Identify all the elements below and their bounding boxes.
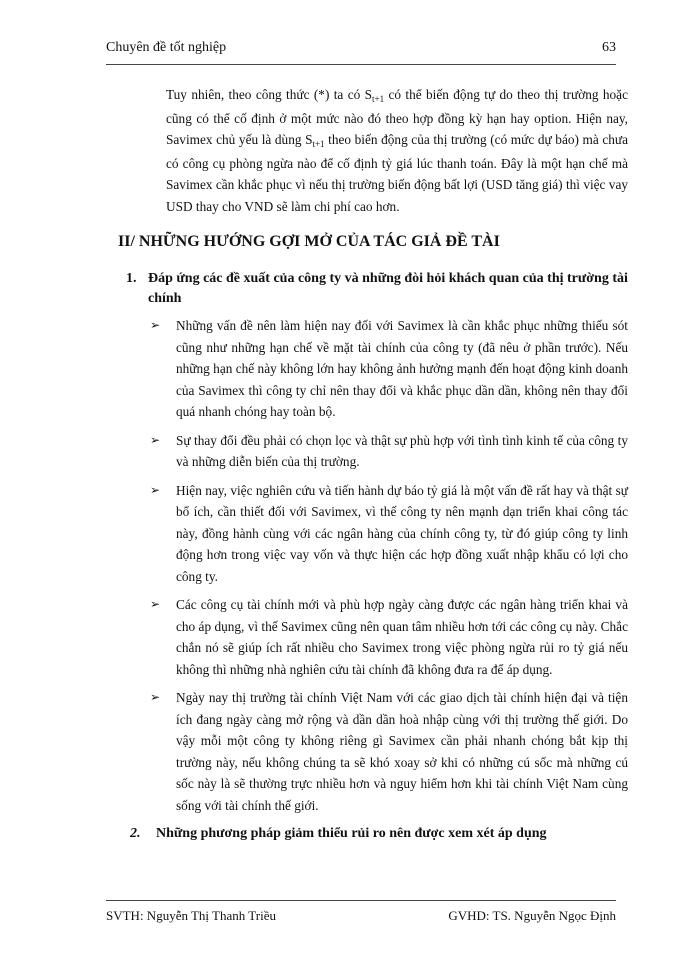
list-item	[112, 594, 628, 680]
bullet-text: Hiện nay, việc nghiên cứu và tiến hành dự báo tỷ giá là một vấn đề rất hay và thật sự bổ ích, cần thiết đối với Savimex, vì thế công ty nên mạnh dạn triển khai công tác này, đồng hành cùng với các ngân hàng của chính công ty, từ đó giúp công ty linh động hơn trong việc vay vốn và thực hiện các hợp đồng xuất nhập khẩu có lợi cho công ty.	[176, 482, 628, 584]
bullet-list	[112, 315, 628, 816]
student-name: SVTH: Nguyễn Thị Thanh Triều	[106, 908, 276, 923]
item-title: Đáp ứng các đề xuất của công ty và những đòi hỏi khách quan của thị trường tài chính	[148, 271, 628, 306]
list-item	[112, 430, 628, 473]
bullet-text: Những vấn đề nên làm hiện nay đối với Savimex là cần khắc phục những thiếu sót cũng như những hạn chế về mặt tài chính của công ty (đã nêu ở phần trước). Nếu những hạn chế này không lớn hay không ảnh hưởng mạnh đến hoạt động kinh doanh của Savimex thì công ty chỉ nên thay đổi và khắc phục dần dần, không nên thay đổi quá nhanh chóng hay toàn bộ.	[176, 318, 628, 419]
page-number: 63	[602, 40, 616, 55]
page-footer	[106, 900, 616, 927]
intro-text-1: Tuy nhiên, theo công thức (*) ta có S	[166, 87, 373, 102]
numbered-heading-1	[112, 269, 628, 309]
document-title: Chuyên đề tốt nghiệp	[106, 40, 227, 55]
list-item	[112, 315, 628, 423]
numbered-heading-2	[112, 824, 628, 844]
intro-paragraph	[166, 84, 628, 217]
subscript: t+1	[372, 94, 385, 104]
list-item	[112, 480, 628, 588]
arrow-bullet-icon: ➢	[150, 432, 161, 447]
list-item	[112, 687, 628, 816]
section-heading: II/ NHỮNG HƯỚNG GỢI MỞ CỦA TÁC GIẢ ĐỀ TÀI	[118, 233, 500, 250]
arrow-bullet-icon: ➢	[150, 482, 161, 497]
arrow-bullet-icon: ➢	[150, 597, 161, 611]
bullet-text: Sự thay đổi đều phải có chọn lọc và thật sự phù hợp với tình tình kinh tế của công ty và những diễn biến của thị trường.	[176, 432, 628, 469]
item-title: Những phương pháp giảm thiểu rủi ro nên được xem xét áp dụng	[156, 826, 547, 841]
page-header	[106, 38, 616, 65]
bullet-text: Ngày nay thị trường tài chính Việt Nam với các giao dịch tài chính hiện đại và tiện ích đang ngày càng mở rộng và dần dần hoà nhập cùng với thị trường thế giới. Do vậy mỗi một công ty không riêng gì Savimex cần phải nhanh chóng bắt kịp thị trường này, nếu không chúng ta sẽ khó xoay sở khi có những cú sốc mà những cú sốc này là sẽ thường trực nhiều hơn và nguy hiểm hơn khi tài chính Việt Nam cùng sống với tài chính thế giới.	[176, 690, 628, 813]
supervisor-name: GVHD: TS. Nguyễn Ngọc Định	[448, 908, 616, 923]
arrow-bullet-icon: ➢	[150, 318, 161, 332]
subscript: t+1	[312, 139, 325, 149]
intro-text-3: theo biến động của thị trường (có mức dự báo) mà chưa có công cụ phòng ngừa nào để cố định tỷ giá lúc thanh toán. Đây là một hạn chế mà Savimex cần khắc phục vì nếu thị trường biến động bất lợi (USD tăng giá) thì việc vay USD thay cho VND sẽ làm chi phí cao hơn.	[166, 132, 629, 214]
intro-text-2: có thể biến động tự do theo thị trường hoặc cũng có thể cố định ở một mức nào đó theo hợp đồng kỳ hạn hay option. Hiện nay, Savimex chủ yếu là dùng S	[166, 87, 628, 147]
item-number: 2.	[130, 826, 141, 841]
bullet-text: Các công cụ tài chính mới và phù hợp ngày càng được các ngân hàng triển khai và cho áp dụng, vì thế Savimex cũng nên quan tâm nhiều hơn tới các công cụ này. Chắc chắn nó sẽ giúp ích rất nhiều cho Savimex trong việc phòng ngừa rủi ro tỷ giá nếu không thì những nhà nghiên cứu tài chính đã không đưa ra để áp dụng.	[176, 597, 628, 677]
item-number: 1.	[126, 271, 137, 286]
arrow-bullet-icon: ➢	[150, 690, 161, 704]
page-content	[112, 84, 628, 844]
